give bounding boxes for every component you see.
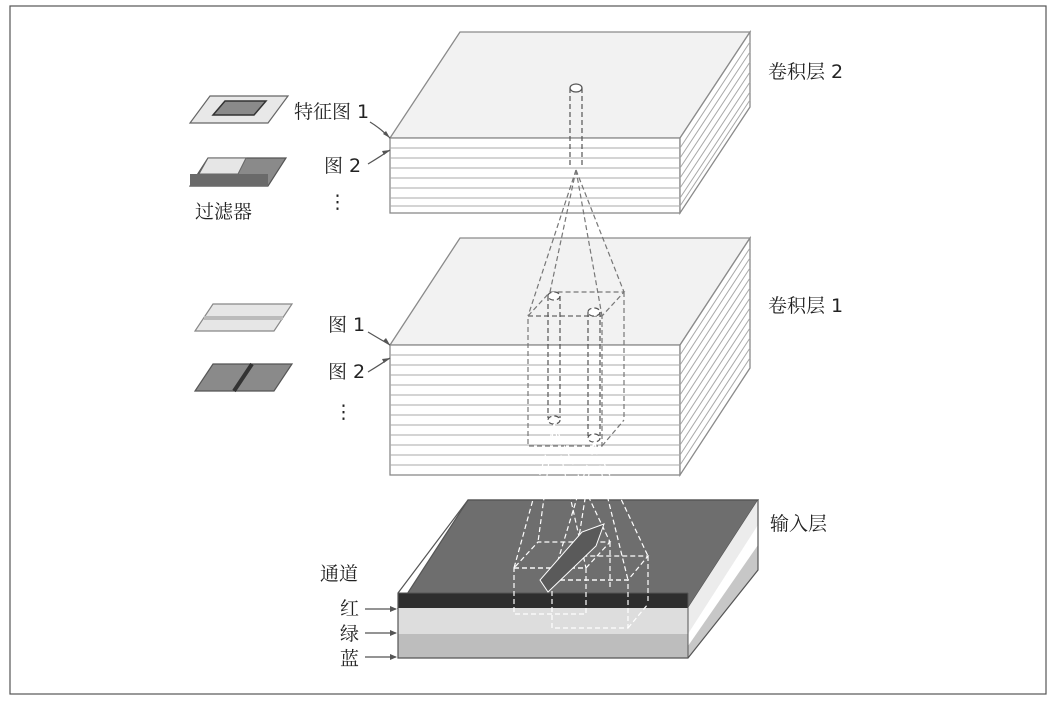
input-red-band: [398, 593, 688, 608]
label-map-2-top: 图 2: [324, 155, 362, 177]
label-map-1-mid: 图 1: [328, 314, 366, 336]
label-input-layer: 输入层: [770, 513, 828, 535]
conv2-neuron-top: [570, 84, 582, 92]
label-feature-map-1: 特征图 1: [294, 101, 370, 123]
label-green: 绿: [340, 623, 360, 645]
ellipsis-mid: ⋮: [334, 401, 353, 423]
input-layer-box: [398, 500, 758, 658]
ellipsis-top: ⋮: [328, 191, 347, 213]
label-blue: 蓝: [340, 648, 360, 670]
conv-layer-1-box: [390, 238, 750, 475]
label-conv-layer-2: 卷积层 2: [768, 61, 844, 83]
label-filter: 过滤器: [195, 201, 253, 223]
label-conv-layer-1: 卷积层 1: [768, 295, 844, 317]
label-map-2-mid: 图 2: [328, 361, 366, 383]
label-red: 红: [340, 598, 360, 620]
input-blue-band: [398, 634, 688, 658]
label-channels: 通道: [320, 563, 359, 585]
conv-layer-2-front-face: [390, 138, 680, 213]
input-green-band: [398, 608, 688, 634]
